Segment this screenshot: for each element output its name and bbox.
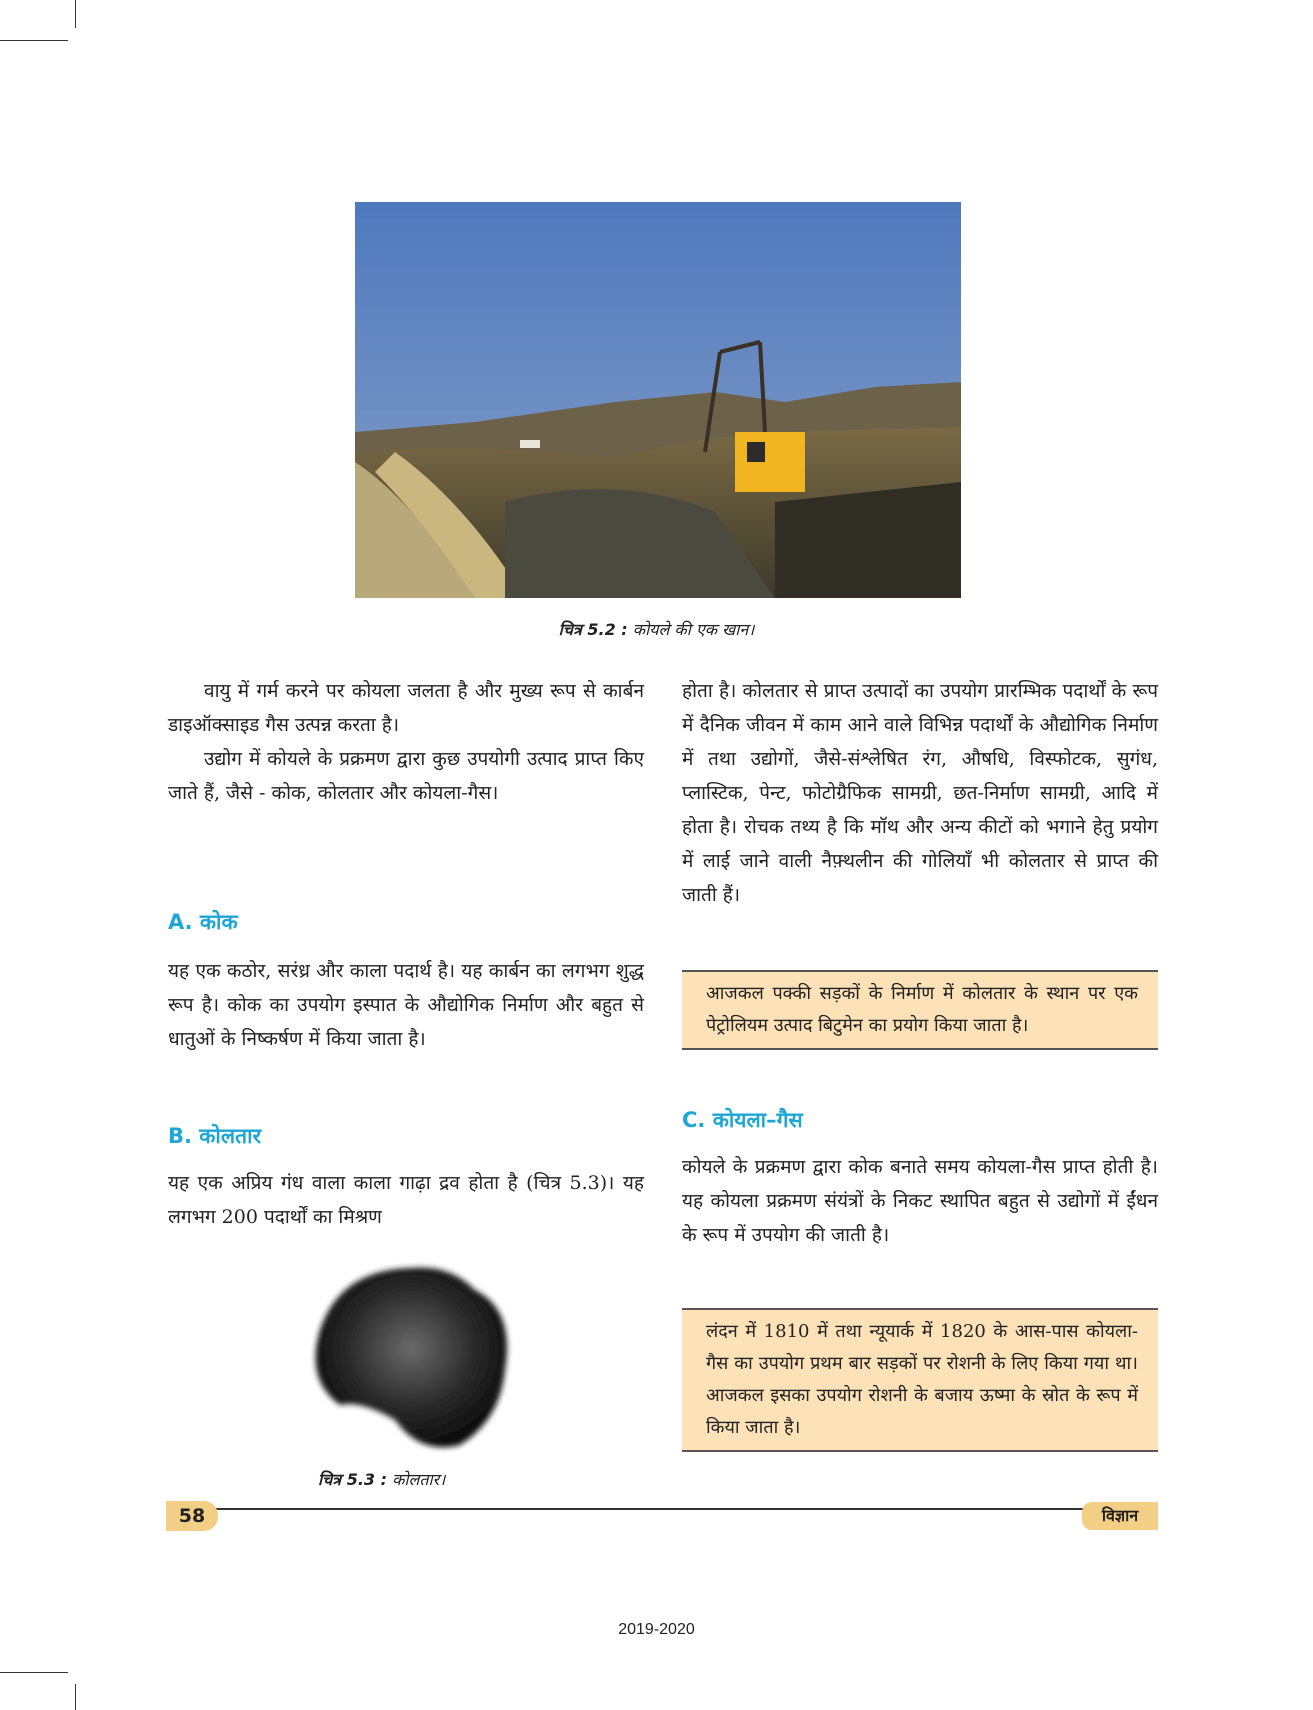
section-heading-b: B. कोलतार xyxy=(168,1124,262,1148)
right-column xyxy=(682,674,1158,912)
paragraph: वायु में गर्म करने पर कोयला जलता है और मुख्य रूप से कार्बन डाइऑक्साइड गैस उत्पन्न करता है। xyxy=(168,680,644,736)
figure-caption xyxy=(0,618,1313,640)
paragraph: यह एक कठोर, सरंध्र और काला पदार्थ है। यह कार्बन का लगभग शुद्ध रूप है। कोक का उपयोग इस्पात के औद्योगिक निर्माण और बहुत से धातुओं के निष्कर्षण में किया जाता है। xyxy=(168,960,644,1050)
figure-caption xyxy=(318,1468,445,1490)
paragraph: उद्योग में कोयले के प्रक्रमण द्वारा कुछ उपयोगी उत्पाद प्राप्त किए जाते हैं, जैसे - कोक, कोलतार और कोयला-गैस। xyxy=(168,748,644,804)
figure-caption-text: कोलतार। xyxy=(392,1470,446,1489)
paragraph: यह एक अप्रिय गंध वाला काला गाढ़ा द्रव होता है (चित्र 5.3)। यह लगभग 200 पदार्थों का मिश्रण xyxy=(168,1172,644,1228)
footer-rule xyxy=(168,1508,1158,1510)
section-heading-a: A. कोक xyxy=(168,910,238,934)
section-c-text xyxy=(682,1150,1158,1252)
paragraph: कोयले के प्रक्रमण द्वारा कोक बनाते समय कोयला-गैस प्राप्त होती है। यह कोयला प्रक्रमण संयंत्रों के निकट स्थापित बहुत से उद्योगों में ईंधन के रूप में उपयोग की जाती है। xyxy=(682,1156,1158,1246)
coal-mine-photo xyxy=(355,202,961,598)
section-heading-c: C. कोयला–गैस xyxy=(682,1108,803,1132)
figure-label: चित्र 5.3 : xyxy=(318,1470,388,1489)
subject-tab: विज्ञान xyxy=(1082,1502,1158,1530)
info-box: लंदन में 1810 में तथा न्यूयार्क में 1820 के आस-पास कोयला-गैस का उपयोग प्रथम बार सड़कों पर रोशनी के लिए किया गया था। आजकल इसका उपयोग रोशनी के बजाय ऊष्मा के स्रोत के रूप में किया जाता है। xyxy=(682,1308,1158,1452)
figure-label: चित्र 5.2 : xyxy=(558,620,628,639)
crop-mark xyxy=(0,1672,68,1673)
left-column xyxy=(168,674,644,810)
coal-tar-image xyxy=(300,1250,520,1460)
crop-mark xyxy=(0,40,68,41)
section-b-text xyxy=(168,1166,644,1234)
year-label: 2019-2020 xyxy=(618,1621,695,1638)
info-box: आजकल पक्की सड़कों के निर्माण में कोलतार के स्थान पर एक पेट्रोलियम उत्पाद बिटुमेन का प्रयोग किया जाता है। xyxy=(682,970,1158,1050)
crop-mark xyxy=(75,0,76,28)
paragraph: होता है। कोलतार से प्राप्त उत्पादों का उपयोग प्रारम्भिक पदार्थों के रूप में दैनिक जीवन में काम आने वाले विभिन्न पदार्थों के औद्योगिक निर्माण में तथा उद्योगों, जैसे-संश्लेषित रंग, औषधि, विस्फोटक, सुगंध, प्लास्टिक, पेन्ट, फोटोग्रैफिक सामग्री, छत-निर्माण सामग्री, आदि में होता है। रोचक तथ्य है कि मॉथ और अन्य कीटों को भगाने हेतु प्रयोग में लाई जाने वाली नैफ़्थलीन की गोलियाँ भी कोलतार से प्राप्त की जाती हैं। xyxy=(682,680,1158,906)
page-number: 58 xyxy=(166,1501,218,1531)
crop-mark xyxy=(75,1684,76,1710)
figure-caption-text: कोयले की एक खान। xyxy=(632,620,755,639)
section-a-text xyxy=(168,954,644,1056)
